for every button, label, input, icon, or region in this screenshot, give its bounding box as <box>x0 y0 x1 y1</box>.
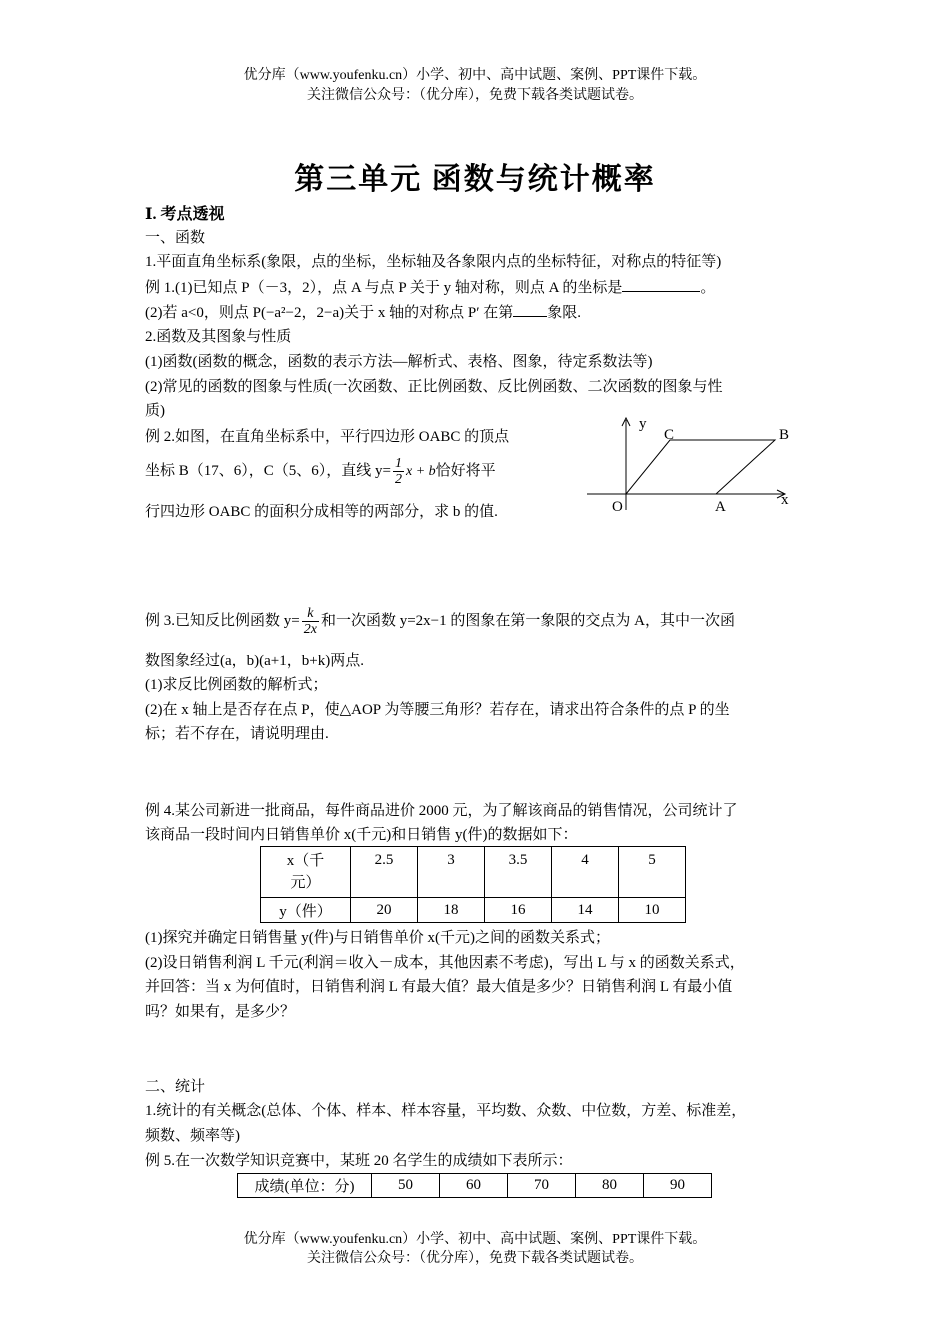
answer-blank <box>513 302 547 317</box>
example-4-line-6: 吗？如果有，是多少？ <box>145 1004 296 1020</box>
page-title: 第三单元 函数与统计概率 <box>294 163 656 196</box>
answer-blank <box>622 277 700 292</box>
header-line-1: 优分库（www.youfenku.cn）小学、初中、高中试题、案例、PPT课件下载。 <box>243 68 707 83</box>
example-1-part-2-end: 象限. <box>547 305 582 321</box>
table-cell: 80 <box>576 1174 644 1198</box>
label-b: B <box>779 427 790 443</box>
score-table <box>237 1173 712 1198</box>
point-2-2-line-1: (2)常见的函数的图象与性质(一次函数、正比例函数、反比例函数、二次函数的图象与性 <box>145 379 723 395</box>
example-4-line-4: (2)设日销售利润 L 千元(利润＝收入－成本，其他因素不考虑)，写出 L 与 x 的函数关系式， <box>145 955 745 971</box>
fraction-one-half <box>393 456 404 487</box>
example-3-line-4: (2)在 x 轴上是否存在点 P，使△AOP 为等腰三角形？若存在，请求出符合条件的点 P 的坐 <box>145 702 730 718</box>
label-x: x <box>781 492 789 508</box>
footer-line-1: 优分库（www.youfenku.cn）小学、初中、高中试题、案例、PPT课件下载。 <box>243 1232 707 1247</box>
example-2-line-3: 行四边形 OABC 的面积分成相等的两部分，求 b 的值. <box>145 504 498 520</box>
header-line-2: 关注微信公众号：（优分库），免费下载各类试题试卷。 <box>307 88 643 103</box>
stat-point-1-line-2: 频数、频率等) <box>145 1128 240 1144</box>
table-header-x-line-1: x（千 <box>286 853 325 869</box>
table-cell: 90 <box>644 1174 712 1198</box>
fraction-k-over-2x <box>302 606 319 637</box>
section-heading: Ⅰ. 考点透视 <box>145 206 225 223</box>
table-row <box>238 1174 712 1198</box>
example-3-line-2: 数图象经过(a，b)(a+1，b+k)两点. <box>145 653 364 669</box>
point-2-2-line-2: 质) <box>145 403 165 419</box>
fraction-denominator: 2x <box>303 622 317 637</box>
point-1: 1.平面直角坐标系(象限，点的坐标，坐标轴及各象限内点的坐标特征，对称点的特征等) <box>145 254 722 270</box>
fraction-denominator: 2 <box>394 472 402 487</box>
table-cell: 2.5 <box>351 847 418 898</box>
stat-point-1-line-1: 1.统计的有关概念(总体、个体、样本、样本容量，平均数、众数、中位数，方差、标准差， <box>145 1103 747 1119</box>
example-3-line-1-end: 和一次函数 y=2x−1 的图象在第一象限的交点为 A，其中一次函 <box>320 612 735 629</box>
table-header-x <box>261 847 351 898</box>
label-o: O <box>612 499 623 515</box>
table-cell: 50 <box>372 1174 440 1198</box>
label-y: y <box>639 416 647 432</box>
example-3-line-1 <box>145 606 735 637</box>
example-4-line-1: 例 4.某公司新进一批商品，每件商品进价 2000 元，为了解该商品的销售情况，公司统计了 <box>145 803 738 819</box>
example-1-part-2 <box>145 302 581 323</box>
table-cell: 4 <box>552 847 619 898</box>
fraction-numerator: k <box>302 606 319 622</box>
label-c: C <box>664 427 675 443</box>
table-cell: 60 <box>440 1174 508 1198</box>
footer-line-2: 关注微信公众号：（优分库），免费下载各类试题试卷。 <box>307 1251 643 1266</box>
table-cell: 14 <box>552 898 619 923</box>
example-1-part-1-end: 。 <box>700 280 716 296</box>
table-cell: 5 <box>619 847 686 898</box>
point-2-1: (1)函数(函数的概念，函数的表示方法—解析式、表格、图象，待定系数法等) <box>145 354 653 370</box>
table-cell: 18 <box>418 898 485 923</box>
example-3-line-1-text: 例 3.已知反比例函数 y= <box>145 612 300 629</box>
line-expression: x + b <box>405 463 436 479</box>
table-header-score: 成绩(单位：分) <box>238 1174 372 1198</box>
example-4-line-5: 并回答：当 x 为何值时，日销售利润 L 有最大值？最大值是多少？日销售利润 L 有最小值 <box>145 979 733 995</box>
example-1-part-1-text: 例 1.(1)已知点 P（－3，2），点 A 与点 P 关于 y 轴对称，则点 A 的坐标是 <box>145 280 623 296</box>
fraction-numerator: 1 <box>394 456 402 471</box>
example-5: 例 5.在一次数学知识竞赛中，某班 20 名学生的成绩如下表所示： <box>145 1153 573 1169</box>
table-cell: 3 <box>418 847 485 898</box>
example-1-part-1 <box>145 277 715 298</box>
table-cell: 16 <box>485 898 552 923</box>
part-heading-statistics: 二、统计 <box>145 1079 206 1095</box>
example-3-line-3: (1)求反比例函数的解析式； <box>145 677 328 693</box>
table-row <box>261 847 686 898</box>
table-cell: 3.5 <box>485 847 552 898</box>
table-row <box>261 898 686 923</box>
table-cell: 70 <box>508 1174 576 1198</box>
sales-table <box>260 846 686 923</box>
part-heading-function: 一、函数 <box>145 230 206 246</box>
example-2-line-2-end: 恰好将平 <box>435 462 496 479</box>
table-cell: 10 <box>619 898 686 923</box>
example-1-part-2-text: (2)若 a<0，则点 P(−a²−2，2−a)关于 x 轴的对称点 P′ 在第 <box>145 305 514 321</box>
example-2-line-2-text: 坐标 B（17、6），C（5、6），直线 y= <box>145 462 391 479</box>
table-header-x-line-2: 元） <box>290 875 321 891</box>
point-2: 2.函数及其图象与性质 <box>145 329 292 345</box>
parallelogram-figure <box>585 410 795 515</box>
example-2-line-2 <box>145 456 496 487</box>
table-header-y: y（件） <box>261 898 351 923</box>
label-a: A <box>715 499 726 515</box>
example-2-line-1: 例 2.如图，在直角坐标系中，平行四边形 OABC 的顶点 <box>145 429 510 445</box>
example-4-line-3: (1)探究并确定日销售量 y(件)与日销售单价 x(千元)之间的函数关系式； <box>145 930 610 946</box>
example-4-line-2: 该商品一段时间内日销售单价 x(千元)和日销售 y(件)的数据如下： <box>145 827 578 843</box>
example-3-line-5: 标；若不存在，请说明理由. <box>145 726 329 742</box>
table-cell: 20 <box>351 898 418 923</box>
parallelogram-oabc <box>626 440 775 494</box>
